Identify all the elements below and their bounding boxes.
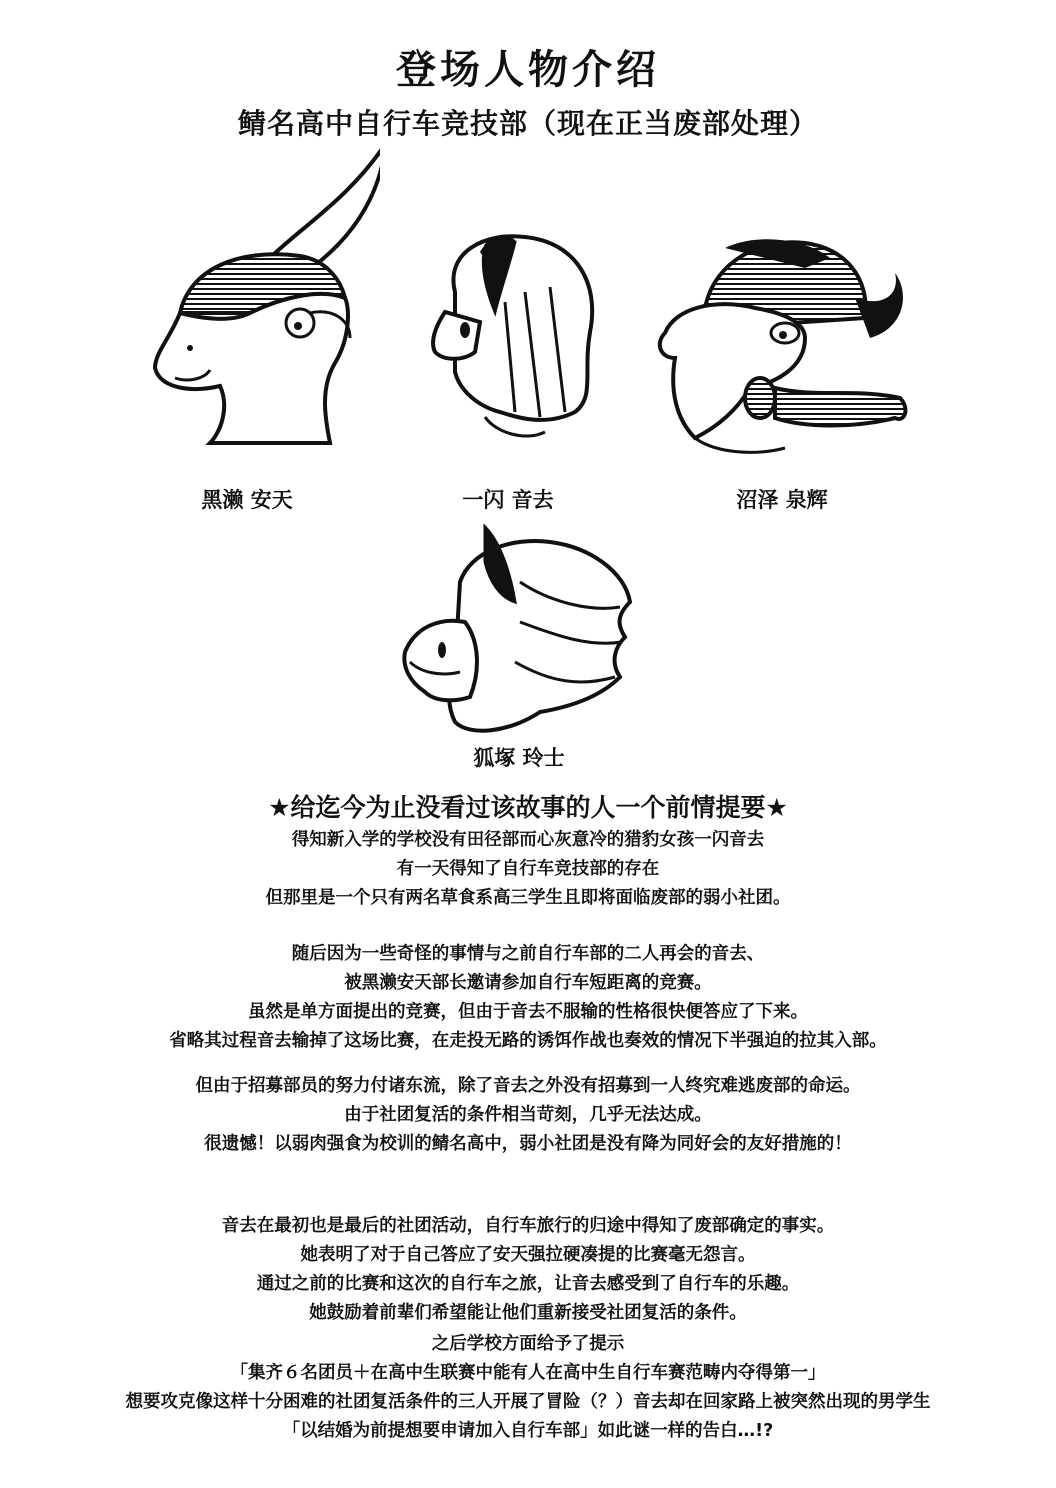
portrait-kitsuka-reiji xyxy=(400,522,635,737)
synopsis-line: 通过之前的比赛和这次的自行车之旅，让音去感受到了自行车的乐趣。 xyxy=(256,1274,800,1294)
synopsis-line: 由于社团复活的条件相当苛刻，几乎无法达成。 xyxy=(344,1105,712,1125)
synopsis-line: 随后因为一些奇怪的事情与之前自行车部的二人再会的音去、 xyxy=(291,944,765,964)
synopsis-line: 虽然是单方面提出的竞赛，但由于音去不服输的性格很快便答应了下来。 xyxy=(248,1002,808,1022)
synopsis-line: 但那里是一个只有两名草食系高三学生且即将面临废部的弱小社团。 xyxy=(265,888,791,908)
portrait-numazawa-senki xyxy=(655,238,920,463)
synopsis-line: 音去在最初也是最后的社团活动，自行车旅行的归途中得知了废部确定的事实。 xyxy=(221,1216,835,1236)
synopsis-line: 很遗憾！以弱肉强食为校训的鲭名高中，弱小社团是没有降为同好会的友好措施的！ xyxy=(204,1134,852,1154)
synopsis-line: 她鼓励着前辈们希望能让他们重新接受社团复活的条件。 xyxy=(309,1303,747,1323)
synopsis-line: 她表明了对于自己答应了安天强拉硬凑提的比赛毫无怨言。 xyxy=(300,1245,756,1265)
synopsis-paragraph xyxy=(40,826,1016,913)
synopsis-line: 被黑濑安天部长邀请参加自行车短距离的竞赛。 xyxy=(344,973,712,993)
synopsis-line: 省略其过程音去输掉了这场比赛，在走投无路的诱饵作战也奏效的情况下半强迫的拉其入部。 xyxy=(169,1031,887,1051)
portrait-issen-neko xyxy=(425,232,605,447)
character-name: 一闪 音去 xyxy=(462,488,554,512)
character-name: 沼泽 泉辉 xyxy=(736,488,828,512)
portrait-kurose-anten xyxy=(150,138,380,448)
synopsis-line: 之后学校方面给予了提示 xyxy=(431,1334,625,1354)
synopsis-paragraph xyxy=(40,1212,1016,1328)
synopsis-line: 「以结婚为前提想要申请加入自行车部」如此谜一样的告白…!? xyxy=(282,1421,774,1441)
synopsis-line: 想要攻克像这样十分困难的社团复活条件的三人开展了冒险（？）音去却在回家路上被突然出现的男学生 xyxy=(125,1392,931,1412)
page-subtitle: 鲭名高中自行车竞技部（现在正当废部处理） xyxy=(237,107,818,140)
character-name: 狐塚 玲士 xyxy=(473,746,565,770)
synopsis-paragraph xyxy=(40,1072,1016,1159)
page-title: 登场人物介绍 xyxy=(396,47,660,93)
synopsis-line: 「集齐６名团员＋在高中生联赛中能有人在高中生自行车赛范畴内夺得第一」 xyxy=(230,1363,826,1383)
synopsis-heading: ★给迄今为止没看过该故事的人一个前情提要★ xyxy=(268,793,788,822)
synopsis-line: 有一天得知了自行车竞技部的存在 xyxy=(396,859,660,879)
synopsis-paragraph xyxy=(40,1330,1016,1446)
synopsis-line: 但由于招募部员的努力付诸东流，除了音去之外没有招募到一人终究难逃废部的命运。 xyxy=(195,1076,861,1096)
character-name: 黑濑 安天 xyxy=(201,488,293,512)
synopsis-line: 得知新入学的学校没有田径部而心灰意冷的猎豹女孩一闪音去 xyxy=(291,830,765,850)
synopsis-paragraph xyxy=(40,940,1016,1056)
